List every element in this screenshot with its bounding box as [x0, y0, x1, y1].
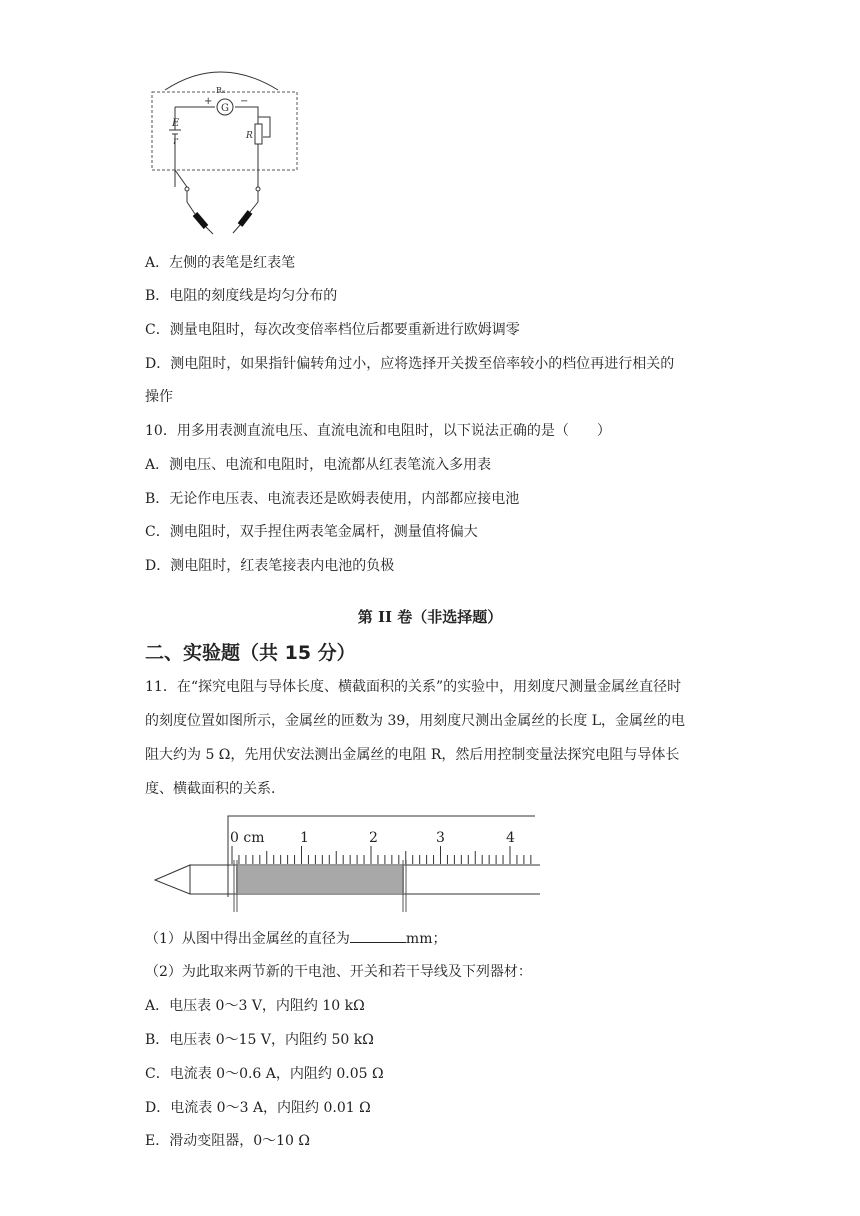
resistor-label: R [246, 131, 253, 141]
q10-option-b: B．无论作电压表、电流表还是欧姆表使用，内部都应接电池 [145, 491, 520, 507]
ruler-label-2: 2 [369, 830, 378, 846]
q11-sub1-suffix: mm； [405, 931, 447, 947]
q11-sub2: （2）为此取来两节新的干电池、开关和若干导线及下列器材： [145, 964, 532, 980]
rx-label: Rₓ [216, 86, 226, 95]
equipment-d: D．电流表 0～3 A，内阻约 0.01 Ω [145, 1100, 371, 1116]
equipment-a: A．电压表 0～3 V，内阻约 10 kΩ [145, 998, 365, 1014]
emf-label: E [172, 118, 180, 129]
q11-stem-line-4: 度、横截面积的关系． [145, 781, 285, 797]
pencil-tip [155, 865, 190, 894]
answer-blank[interactable] [350, 928, 406, 943]
q9-option-c: C．测量电阻时，每次改变倍率档位后都要重新进行欧姆调零 [145, 322, 520, 338]
equipment-c: C．电流表 0～0.6 A，内阻约 0.05 Ω [145, 1066, 384, 1082]
ruler-label-1: 1 [300, 830, 309, 846]
q9-option-d: D．测电阻时，如果指针偏转角过小，应将选择开关拨至倍率较小的档位再进行相关的 [145, 356, 675, 372]
plus-label: + [204, 96, 213, 107]
q10-stem: 10．用多用表测直流电压、直流电流和电阻时，以下说法正确的是（ ） [145, 423, 611, 439]
q10-option-d: D．测电阻时，红表笔接表内电池的负极 [145, 558, 395, 574]
ruler-label-0: 0 cm [230, 830, 265, 846]
ruler-label-3: 3 [436, 830, 445, 846]
q10-option-c: C．测电阻时，双手捏住两表笔金属杆，测量值将偏大 [145, 524, 478, 540]
part2-title: 第 II 卷（非选择题） [357, 608, 503, 626]
equipment-e: E．滑动变阻器，0～10 Ω [145, 1133, 310, 1149]
q9-option-d-continued: 操作 [145, 389, 173, 405]
q11-stem-line-3: 阻大约为 5 Ω，先用伏安法测出金属丝的电阻 R，然后用控制变量法探究电阻与导体长 [145, 747, 680, 763]
q9-option-b: B．电阻的刻度线是均匀分布的 [145, 288, 338, 304]
internal-resistance-label: r [173, 136, 178, 147]
q11-sub1-prefix: （1）从图中得出金属丝的直径为 [145, 931, 350, 947]
variable-resistor [255, 124, 262, 144]
q9-option-a: A．左侧的表笔是红表笔 [145, 255, 296, 271]
ruler-wire-figure [150, 812, 545, 917]
multimeter-circuit-diagram [140, 62, 310, 237]
minus-label: − [240, 96, 249, 107]
ruler-label-4: 4 [506, 830, 515, 846]
left-probe [187, 202, 213, 234]
equipment-b: B．电压表 0～15 V，内阻约 50 kΩ [145, 1032, 374, 1048]
q11-stem-line-2: 的刻度位置如图所示，金属丝的匝数为 39，用刻度尺测出金属丝的长度 L，金属丝的电 [145, 713, 686, 729]
right-probe [233, 202, 258, 233]
q11-stem-line-1: 11．在“探究电阻与导体长度、横截面积的关系”的实验中，用刻度尺测量金属丝直径时 [145, 679, 682, 695]
section-title: 二、实验题（共 15 分） [145, 642, 356, 664]
q10-option-a: A．测电压、电流和电阻时，电流都从红表笔流入多用表 [145, 457, 492, 473]
ruler-ticks [232, 846, 531, 864]
galvanometer-label: G [221, 103, 229, 114]
wire-coil [236, 866, 404, 893]
q11-sub1 [145, 928, 446, 949]
